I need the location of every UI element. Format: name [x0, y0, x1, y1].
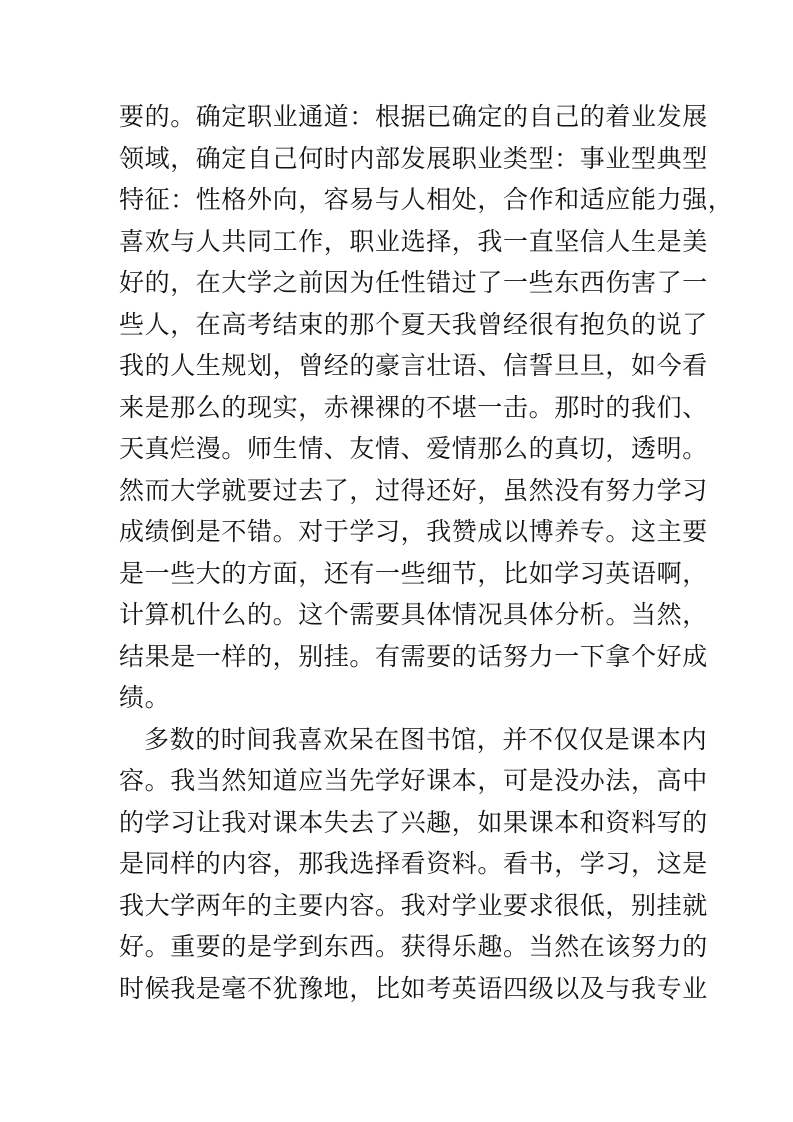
text-line: 喜欢与人共同工作，职业选择，我一直坚信人生是美: [119, 226, 708, 256]
text-line: 是同样的内容，那我选择看资料。看书，学习，这是: [119, 849, 708, 878]
text-line: 时候我是毫不犹豫地，比如考英语四级以及与我专业: [119, 973, 708, 1003]
text-line: 好的，在大学之前因为任性错过了一些东西伤害了一: [119, 268, 708, 297]
text-line: 领域，确定自己何时内部发展职业类型：事业型典型: [119, 143, 708, 173]
text-line: 我大学两年的主要内容。我对学业要求很低，别挂就: [119, 890, 708, 920]
text-line: 要的。确定职业通道：根据已确定的自己的着业发展: [119, 102, 708, 131]
text-line: 容。我当然知道应当先学好课本，可是没办法，高中: [119, 766, 708, 795]
text-line: 特征：性格外向，容易与人相处，合作和适应能力强，: [119, 185, 734, 214]
body-text: [119, 96, 734, 1009]
text-line: 然而大学就要过去了，过得还好，虽然没有努力学习: [119, 475, 708, 505]
text-line: 是一些大的方面，还有一些细节，比如学习英语啊，: [119, 558, 708, 588]
text-line: 我的人生规划，曾经的豪言壮语、信誓旦旦，如今看: [119, 351, 708, 380]
text-line: 结果是一样的，别挂。有需要的话努力一下拿个好成: [119, 641, 708, 671]
text-line: 计算机什么的。这个需要具体情况具体分析。当然，: [119, 600, 708, 629]
text-line: 的学习让我对课本失去了兴趣，如果课本和资料写的: [119, 807, 708, 837]
text-line: 好。重要的是学到东西。获得乐趣。当然在该努力的: [119, 932, 708, 961]
text-line: 绩。: [119, 683, 171, 712]
paragraph-start-line: 多数的时间我喜欢呆在图书馆，并不仅仅是课本内: [144, 724, 708, 754]
text-line: 来是那么的现实，赤裸裸的不堪一击。那时的我们、: [119, 392, 708, 422]
text-line: 些人，在高考结束的那个夏天我曾经很有抱负的说了: [119, 309, 708, 339]
text-line: 成绩倒是不错。对于学习，我赞成以博养专。这主要: [119, 517, 708, 546]
text-line: 天真烂漫。师生情、友情、爱情那么的真切，透明。: [119, 434, 708, 463]
